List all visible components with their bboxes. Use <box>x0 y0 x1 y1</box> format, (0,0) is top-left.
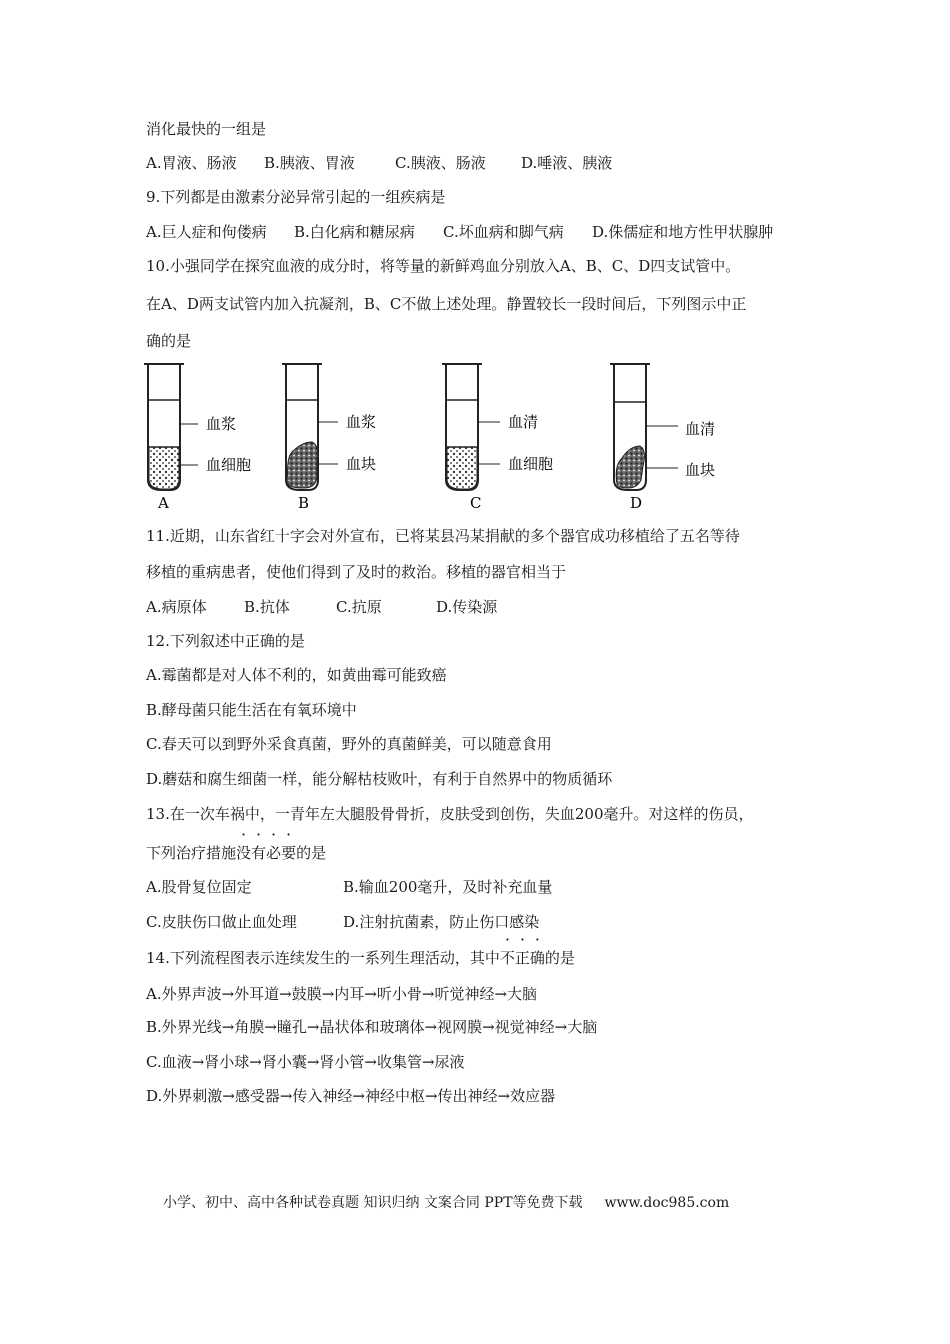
q11-option-c: C.抗原 <box>336 598 382 616</box>
tube-b-upper-label: 血浆 <box>346 413 377 431</box>
tube-c-lower-label: 血细胞 <box>508 455 554 473</box>
test-tube-figure <box>140 362 820 512</box>
q13-options-row1 <box>146 877 552 897</box>
q12-stem: 12.下列叙述中正确的是 <box>146 632 305 650</box>
tube-a-lower-label: 血细胞 <box>206 456 252 474</box>
q14-stem-post: 的是 <box>544 949 575 967</box>
q9-option-a: A.巨人症和佝偻病 <box>146 223 267 241</box>
q12-option-b: B.酵母菌只能生活在有氧环境中 <box>146 701 357 719</box>
tube-d-letter: D <box>630 494 643 512</box>
q8-option-a: A.胃液、肠液 <box>146 154 237 172</box>
q13-option-c: C.皮肤伤口做止血处理 <box>146 913 297 931</box>
q9-option-b: B.白化病和糖尿病 <box>294 223 415 241</box>
q8-option-c: C.胰液、肠液 <box>395 154 486 172</box>
q11-options <box>146 597 497 617</box>
q13-stem-emphasis: 没有必要 <box>236 844 297 862</box>
q14-stem-emphasis: 不正确 <box>499 949 545 967</box>
q12-option-a: A.霉菌都是对人体不利的，如黄曲霉可能致癌 <box>146 666 447 684</box>
q9-option-c: C.坏血病和脚气病 <box>443 223 564 241</box>
q14-stem-pre: 14.下列流程图表示连续发生的一系列生理活动，其中 <box>146 949 500 967</box>
q11-stem-line2: 移植的重病患者，使他们得到了及时的救治。移植的器官相当于 <box>146 563 567 581</box>
q14-option-d: D.外界刺激→感受器→传入神经→神经中枢→传出神经→效应器 <box>146 1087 556 1105</box>
tube-b-letter: B <box>298 494 310 512</box>
q12-option-c: C.春天可以到野外采食真菌，野外的真菌鲜美，可以随意食用 <box>146 735 552 753</box>
tube-a-upper-label: 血浆 <box>206 415 237 433</box>
q13-option-b: B.输血200毫升，及时补充血量 <box>343 878 553 896</box>
tube-c <box>442 364 553 512</box>
q8-options <box>146 153 612 173</box>
tube-b-lower-label: 血块 <box>346 455 377 473</box>
q13-stem-line1: 13.在一次车祸中，一青年左大腿股骨骨折，皮肤受到创伤，失血200毫升。对这样的伤员， <box>146 805 754 823</box>
q14-option-a: A.外界声波→外耳道→鼓膜→内耳→听小骨→听觉神经→大脑 <box>146 985 538 1003</box>
page-footer <box>163 1192 729 1212</box>
q11-option-b: B.抗体 <box>244 598 290 616</box>
q8-stem-tail: 消化最快的一组是 <box>146 120 267 138</box>
q10-stem-line1: 10.小强同学在探究血液的成分时，将等量的新鲜鸡血分别放入A、B、C、D四支试管中。 <box>146 257 741 275</box>
q9-option-d: D.侏儒症和地方性甲状腺肿 <box>592 223 774 241</box>
q13-stem-pre: 下列治疗措施 <box>146 844 237 862</box>
q8-option-d: D.唾液、胰液 <box>521 154 613 172</box>
q9-options <box>146 222 773 242</box>
q10-stem-line3: 确的是 <box>146 332 192 350</box>
tube-d-lower-label: 血块 <box>685 461 716 479</box>
footer-url[interactable]: www.doc985.com <box>604 1195 730 1211</box>
tube-c-letter: C <box>470 494 482 512</box>
tube-d-upper-label: 血清 <box>685 420 716 438</box>
q13-stem-post: 的是 <box>296 844 327 862</box>
tube-a <box>144 364 251 512</box>
q13-options-row2 <box>146 912 539 932</box>
q12-option-d: D.蘑菇和腐生细菌一样，能分解枯枝败叶，有利于自然界中的物质循环 <box>146 770 613 788</box>
tube-d <box>610 364 715 512</box>
q13-option-a: A.股骨复位固定 <box>146 878 252 896</box>
q11-stem-line1: 11.近期，山东省红十字会对外宣布，已将某县冯某捐献的多个器官成功移植给了五名等待 <box>146 527 740 545</box>
q14-option-c: C.血液→肾小球→肾小囊→肾小管→收集管→尿液 <box>146 1053 465 1071</box>
q9-stem: 9.下列都是由激素分泌异常引起的一组疾病是 <box>146 188 446 206</box>
q11-option-d: D.传染源 <box>436 598 498 616</box>
q14-stem <box>146 948 575 968</box>
q13-option-d: D.注射抗菌素，防止伤口感染 <box>343 913 540 931</box>
footer-text: 小学、初中、高中各种试卷真题 知识归纳 文案合同 PPT等免费下载 <box>163 1195 583 1211</box>
q13-stem-line2 <box>146 843 326 863</box>
q10-stem-line2: 在A、D两支试管内加入抗凝剂，B、C不做上述处理。静置较长一段时间后，下列图示中正 <box>146 295 747 313</box>
tube-a-letter: A <box>158 494 169 512</box>
q14-option-b: B.外界光线→角膜→瞳孔→晶状体和玻璃体→视网膜→视觉神经→大脑 <box>146 1018 598 1036</box>
q8-option-b: B.胰液、胃液 <box>264 154 355 172</box>
q11-option-a: A.病原体 <box>146 598 207 616</box>
tube-c-upper-label: 血清 <box>508 413 539 431</box>
tube-b <box>282 364 376 512</box>
